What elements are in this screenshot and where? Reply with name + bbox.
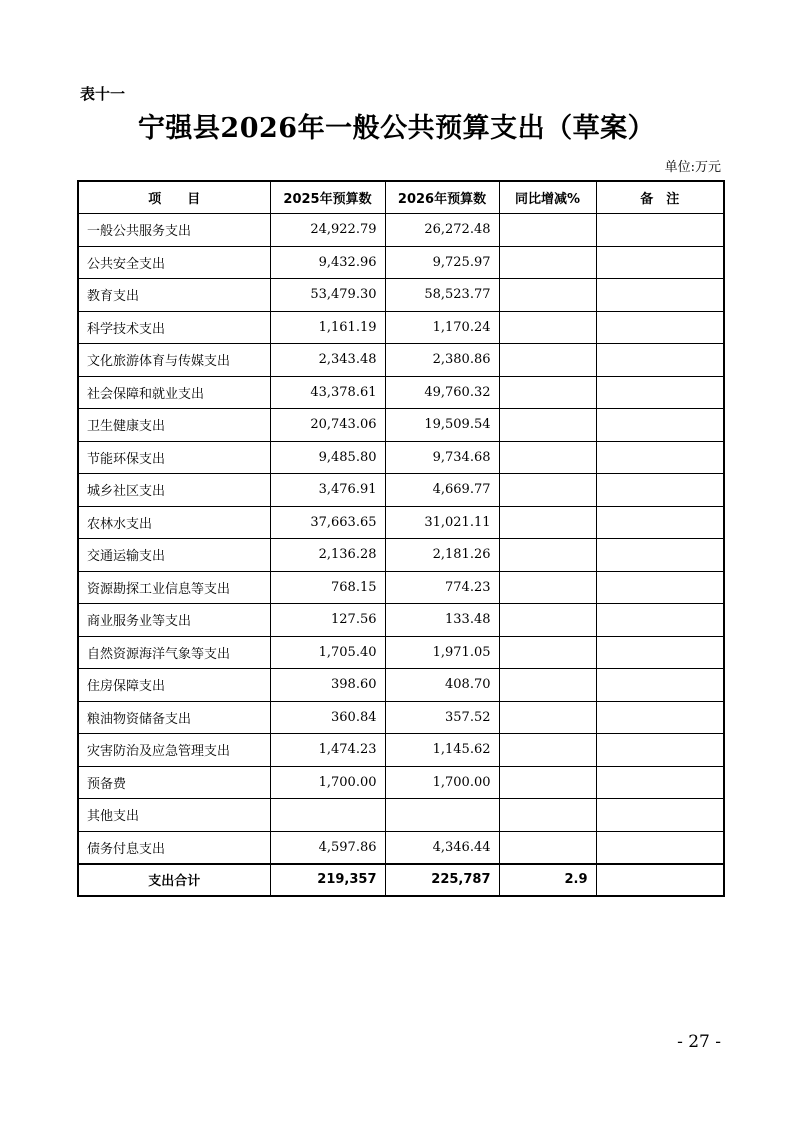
row-note: [596, 246, 724, 279]
row-value-2026: 1,170.24: [385, 311, 499, 344]
row-value-2026: 1,700.00: [385, 766, 499, 799]
row-note: [596, 604, 724, 637]
row-change: [499, 734, 596, 767]
table-row: [78, 799, 724, 832]
column-header-2025: 2025年预算数: [270, 181, 385, 214]
table-row: [78, 376, 724, 409]
table-row: [78, 279, 724, 312]
row-value-2026: 357.52: [385, 701, 499, 734]
row-value-2026: 9,725.97: [385, 246, 499, 279]
row-value-2025: 9,485.80: [270, 441, 385, 474]
column-header-item: 项 目: [78, 181, 270, 214]
row-value-2025: 1,705.40: [270, 636, 385, 669]
row-value-2025: [270, 799, 385, 832]
row-item-name: 住房保障支出: [78, 669, 270, 702]
row-item-name: 其他支出: [78, 799, 270, 832]
row-value-2026: 133.48: [385, 604, 499, 637]
table-row: [78, 604, 724, 637]
row-item-name: 粮油物资储备支出: [78, 701, 270, 734]
table-row: [78, 311, 724, 344]
table-row: [78, 831, 724, 864]
row-item-name: 教育支出: [78, 279, 270, 312]
table-number: 表十一: [80, 85, 126, 103]
row-value-2025: 2,136.28: [270, 539, 385, 572]
row-item-name: 自然资源海洋气象等支出: [78, 636, 270, 669]
row-value-2025: 1,161.19: [270, 311, 385, 344]
row-value-2026: 9,734.68: [385, 441, 499, 474]
row-value-2026: 49,760.32: [385, 376, 499, 409]
row-note: [596, 831, 724, 864]
row-value-2025: 37,663.65: [270, 506, 385, 539]
row-value-2026: 1,145.62: [385, 734, 499, 767]
column-header-2026: 2026年预算数: [385, 181, 499, 214]
row-value-2026: 19,509.54: [385, 409, 499, 442]
row-change: [499, 441, 596, 474]
row-item-name: 资源勘探工业信息等支出: [78, 571, 270, 604]
row-value-2025: 360.84: [270, 701, 385, 734]
row-change: [499, 409, 596, 442]
row-note: [596, 311, 724, 344]
row-note: [596, 279, 724, 312]
table-row: [78, 441, 724, 474]
row-value-2025: 53,479.30: [270, 279, 385, 312]
row-value-2026: 4,346.44: [385, 831, 499, 864]
row-value-2025: 768.15: [270, 571, 385, 604]
row-item-name: 灾害防治及应急管理支出: [78, 734, 270, 767]
row-item-name: 城乡社区支出: [78, 474, 270, 507]
table-row: [78, 766, 724, 799]
row-change: [499, 344, 596, 377]
table-row: [78, 506, 724, 539]
row-note: [596, 669, 724, 702]
row-value-2026: 1,971.05: [385, 636, 499, 669]
row-value-2025: 24,922.79: [270, 214, 385, 247]
row-change: [499, 539, 596, 572]
column-header-change: 同比增减%: [499, 181, 596, 214]
row-value-2025: 9,432.96: [270, 246, 385, 279]
row-item-name: 节能环保支出: [78, 441, 270, 474]
row-item-name: 商业服务业等支出: [78, 604, 270, 637]
row-item-name: 交通运输支出: [78, 539, 270, 572]
row-value-2026: 26,272.48: [385, 214, 499, 247]
table-row: [78, 669, 724, 702]
row-change: [499, 669, 596, 702]
row-value-2026: 58,523.77: [385, 279, 499, 312]
row-item-name: 支出合计: [78, 864, 270, 897]
table-row: [78, 246, 724, 279]
row-note: [596, 701, 724, 734]
row-change: [499, 214, 596, 247]
row-note: [596, 506, 724, 539]
row-value-2026: 31,021.11: [385, 506, 499, 539]
row-item-name: 卫生健康支出: [78, 409, 270, 442]
row-change: [499, 311, 596, 344]
row-change: [499, 246, 596, 279]
row-value-2025: 127.56: [270, 604, 385, 637]
unit-label: 单位:万元: [664, 160, 721, 175]
row-value-2025: 1,474.23: [270, 734, 385, 767]
row-change: [499, 831, 596, 864]
row-value-2025: 2,343.48: [270, 344, 385, 377]
row-item-name: 科学技术支出: [78, 311, 270, 344]
row-change: [499, 636, 596, 669]
row-note: [596, 636, 724, 669]
row-value-2025: 3,476.91: [270, 474, 385, 507]
table-row: [78, 701, 724, 734]
row-change: [499, 701, 596, 734]
row-note: [596, 799, 724, 832]
row-value-2025: 219,357: [270, 864, 385, 897]
table-row: [78, 571, 724, 604]
row-item-name: 社会保障和就业支出: [78, 376, 270, 409]
row-item-name: 一般公共服务支出: [78, 214, 270, 247]
row-change: [499, 279, 596, 312]
row-value-2026: [385, 799, 499, 832]
row-note: [596, 571, 724, 604]
row-change: 2.9: [499, 864, 596, 897]
row-value-2026: 4,669.77: [385, 474, 499, 507]
row-change: [499, 376, 596, 409]
row-note: [596, 376, 724, 409]
table-body: [78, 214, 724, 897]
row-change: [499, 506, 596, 539]
row-value-2026: 225,787: [385, 864, 499, 897]
row-note: [596, 441, 724, 474]
row-value-2025: 43,378.61: [270, 376, 385, 409]
page-title: 宁强县2026年一般公共预算支出（草案）: [137, 113, 656, 144]
row-item-name: 文化旅游体育与传媒支出: [78, 344, 270, 377]
row-note: [596, 214, 724, 247]
row-change: [499, 766, 596, 799]
row-change: [499, 474, 596, 507]
row-item-name: 公共安全支出: [78, 246, 270, 279]
row-note: [596, 474, 724, 507]
table-row: [78, 474, 724, 507]
row-note: [596, 766, 724, 799]
row-value-2025: 398.60: [270, 669, 385, 702]
table-header-row: [78, 181, 724, 214]
table-row: [78, 214, 724, 247]
row-value-2026: 2,181.26: [385, 539, 499, 572]
row-change: [499, 571, 596, 604]
column-header-note: 备 注: [596, 181, 724, 214]
row-item-name: 农林水支出: [78, 506, 270, 539]
row-item-name: 预备费: [78, 766, 270, 799]
row-value-2025: 20,743.06: [270, 409, 385, 442]
row-note: [596, 539, 724, 572]
row-value-2026: 408.70: [385, 669, 499, 702]
row-value-2025: 1,700.00: [270, 766, 385, 799]
table-row: [78, 539, 724, 572]
row-item-name: 债务付息支出: [78, 831, 270, 864]
row-note: [596, 344, 724, 377]
table-row: [78, 344, 724, 377]
row-note: [596, 864, 724, 897]
budget-table: [77, 180, 725, 897]
row-note: [596, 409, 724, 442]
row-value-2026: 2,380.86: [385, 344, 499, 377]
table-row: [78, 734, 724, 767]
total-row: [78, 864, 724, 897]
table-row: [78, 409, 724, 442]
row-change: [499, 799, 596, 832]
row-value-2026: 774.23: [385, 571, 499, 604]
row-note: [596, 734, 724, 767]
table-row: [78, 636, 724, 669]
row-change: [499, 604, 596, 637]
page-number: - 27 -: [677, 1032, 721, 1052]
row-value-2025: 4,597.86: [270, 831, 385, 864]
